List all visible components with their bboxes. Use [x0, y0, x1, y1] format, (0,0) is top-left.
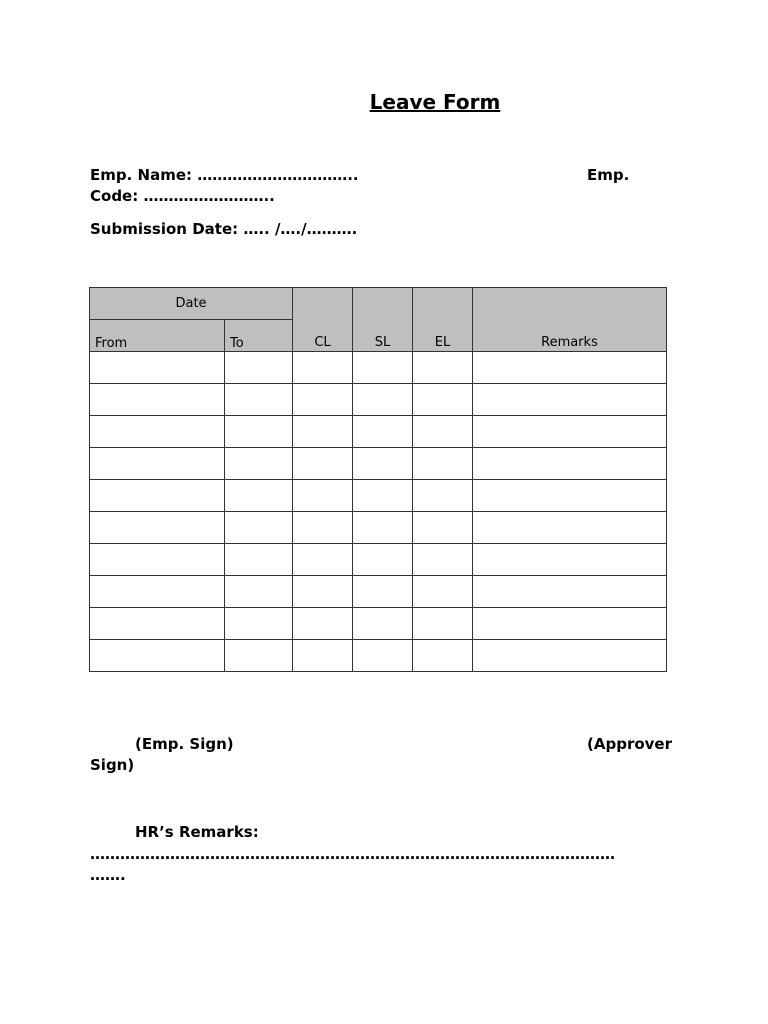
- remarks-cell[interactable]: [473, 384, 667, 416]
- table-row: [90, 448, 667, 480]
- remarks-cell[interactable]: [473, 480, 667, 512]
- sl-cell[interactable]: [353, 416, 413, 448]
- sl-cell[interactable]: [353, 512, 413, 544]
- el-cell[interactable]: [413, 608, 473, 640]
- to-cell[interactable]: [225, 480, 293, 512]
- to-cell[interactable]: [225, 512, 293, 544]
- to-cell[interactable]: [225, 544, 293, 576]
- el-cell[interactable]: [413, 384, 473, 416]
- hr-remarks-dots-cont: …….: [90, 866, 126, 884]
- sl-cell[interactable]: [353, 640, 413, 672]
- el-cell[interactable]: [413, 480, 473, 512]
- sl-cell[interactable]: [353, 544, 413, 576]
- approver-sign-label: (Approver: [587, 735, 672, 753]
- el-cell[interactable]: [413, 416, 473, 448]
- emp-code-line: Code: ……………………..: [90, 187, 275, 205]
- remarks-cell[interactable]: [473, 416, 667, 448]
- cl-cell[interactable]: [293, 544, 353, 576]
- sl-cell[interactable]: [353, 352, 413, 384]
- sl-cell[interactable]: [353, 608, 413, 640]
- remarks-cell[interactable]: [473, 608, 667, 640]
- table-row: [90, 576, 667, 608]
- cl-cell[interactable]: [293, 384, 353, 416]
- remarks-cell[interactable]: [473, 352, 667, 384]
- el-cell[interactable]: [413, 576, 473, 608]
- hr-remarks-label: HR’s Remarks:: [135, 823, 259, 841]
- cl-cell[interactable]: [293, 640, 353, 672]
- to-cell[interactable]: [225, 352, 293, 384]
- cl-cell[interactable]: [293, 416, 353, 448]
- remarks-header: Remarks: [473, 288, 667, 352]
- remarks-cell[interactable]: [473, 576, 667, 608]
- cl-header: CL: [293, 288, 353, 352]
- from-cell[interactable]: [90, 608, 225, 640]
- table-row: [90, 352, 667, 384]
- date-header: Date: [90, 288, 293, 320]
- cl-cell[interactable]: [293, 352, 353, 384]
- sl-cell[interactable]: [353, 576, 413, 608]
- from-cell[interactable]: [90, 352, 225, 384]
- emp-name-line: Emp. Name: …………………………..: [90, 166, 359, 184]
- el-cell[interactable]: [413, 640, 473, 672]
- remarks-cell[interactable]: [473, 640, 667, 672]
- sl-cell[interactable]: [353, 448, 413, 480]
- emp-sign-label: (Emp. Sign): [135, 735, 234, 753]
- table-row: [90, 640, 667, 672]
- submission-date-line: Submission Date: ….. /…./……….: [90, 220, 358, 238]
- remarks-cell[interactable]: [473, 512, 667, 544]
- hr-remarks-dots: ……………………………………………………………………………………………: [90, 845, 615, 863]
- table-row: [90, 416, 667, 448]
- el-cell[interactable]: [413, 544, 473, 576]
- emp-code-label: Emp.: [587, 166, 630, 184]
- cl-cell[interactable]: [293, 608, 353, 640]
- from-cell[interactable]: [90, 416, 225, 448]
- to-cell[interactable]: [225, 640, 293, 672]
- sl-cell[interactable]: [353, 384, 413, 416]
- from-cell[interactable]: [90, 544, 225, 576]
- sl-cell[interactable]: [353, 480, 413, 512]
- cl-cell[interactable]: [293, 480, 353, 512]
- table-row: [90, 544, 667, 576]
- leave-rows: [90, 352, 667, 672]
- to-cell[interactable]: [225, 416, 293, 448]
- el-cell[interactable]: [413, 352, 473, 384]
- remarks-cell[interactable]: [473, 544, 667, 576]
- from-header: From: [90, 320, 225, 352]
- table-row: [90, 512, 667, 544]
- from-cell[interactable]: [90, 512, 225, 544]
- cl-cell[interactable]: [293, 576, 353, 608]
- cl-cell[interactable]: [293, 512, 353, 544]
- to-header: To: [225, 320, 293, 352]
- table-row: [90, 608, 667, 640]
- to-cell[interactable]: [225, 384, 293, 416]
- remarks-cell[interactable]: [473, 448, 667, 480]
- from-cell[interactable]: [90, 640, 225, 672]
- leave-table: [89, 287, 667, 672]
- page-title: Leave Form: [369, 90, 501, 114]
- table-row: [90, 384, 667, 416]
- from-cell[interactable]: [90, 480, 225, 512]
- sl-header: SL: [353, 288, 413, 352]
- table-row: [90, 480, 667, 512]
- from-cell[interactable]: [90, 448, 225, 480]
- el-cell[interactable]: [413, 448, 473, 480]
- el-cell[interactable]: [413, 512, 473, 544]
- to-cell[interactable]: [225, 448, 293, 480]
- from-cell[interactable]: [90, 384, 225, 416]
- to-cell[interactable]: [225, 608, 293, 640]
- el-header: EL: [413, 288, 473, 352]
- cl-cell[interactable]: [293, 448, 353, 480]
- from-cell[interactable]: [90, 576, 225, 608]
- approver-sign-label-cont: Sign): [90, 756, 135, 774]
- to-cell[interactable]: [225, 576, 293, 608]
